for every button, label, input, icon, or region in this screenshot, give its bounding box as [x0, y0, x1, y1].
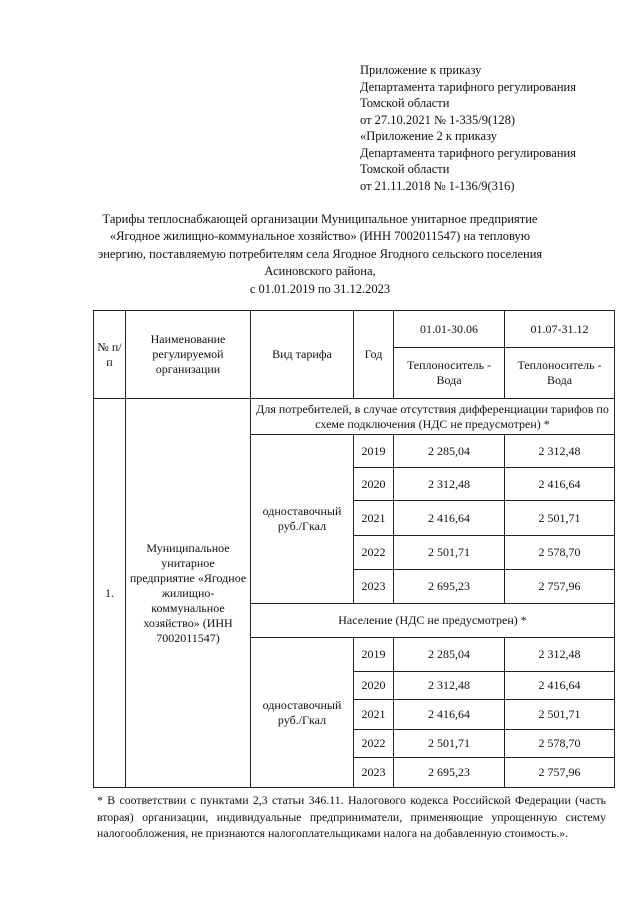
- value-cell-h2: 2 757,96: [505, 570, 615, 604]
- header-period-2: 01.07-31.12: [505, 311, 615, 348]
- title-line: энергию, поставляемую потребителям села Ягодное Ягодного сельского поселения: [97, 246, 543, 261]
- organization-name: Муниципальное унитарное предприятие «Ягодное жилищно-коммунальное хозяйство» (ИНН 7002011547): [126, 399, 251, 788]
- year-cell: 2020: [354, 672, 394, 700]
- header-line: от 27.10.2021 № 1-335/9(128): [360, 112, 516, 127]
- value-cell-h1: 2 501,71: [394, 730, 505, 758]
- value-cell-h1: 2 312,48: [394, 672, 505, 700]
- header-carrier-2: Теплоноситель - Вода: [505, 348, 615, 399]
- header-line: от 21.11.2018 № 1-136/9(316): [360, 178, 515, 193]
- tariff-type: одноставочный руб./Гкал: [251, 638, 354, 788]
- title-line: Тарифы теплоснабжающей организации Муниципальное унитарное предприятие: [102, 212, 538, 226]
- header-num: № п/п: [94, 311, 126, 399]
- year-cell: 2019: [354, 638, 394, 672]
- year-cell: 2021: [354, 700, 394, 730]
- section-title: Население (НДС не предусмотрен) *: [251, 604, 615, 638]
- year-cell: 2021: [354, 501, 394, 536]
- header-line: Томской области: [360, 162, 450, 176]
- value-cell-h2: 2 501,71: [505, 700, 615, 730]
- header-tariff-type: Вид тарифа: [251, 311, 354, 399]
- value-cell-h1: 2 312,48: [394, 468, 505, 501]
- value-cell-h2: 2 578,70: [505, 536, 615, 570]
- value-cell-h1: 2 285,04: [394, 638, 505, 672]
- value-cell-h2: 2 312,48: [505, 435, 615, 468]
- header-year: Год: [354, 311, 394, 399]
- value-cell-h1: 2 501,71: [394, 536, 505, 570]
- year-cell: 2023: [354, 758, 394, 788]
- value-cell-h2: 2 312,48: [505, 638, 615, 672]
- title-line: с 01.01.2019 по 31.12.2023: [249, 281, 391, 296]
- footnote: * В соответствии с пунктами 2,3 статьи 346.11. Налогового кодекса Российской Федерации (часть вторая) организации, индивидуальные предприниматели, применяющие упрощенную систему налогообложения, не признаются налогоплательщиками налога на добавленную стоимость.».: [97, 793, 606, 841]
- header-line: Департамента тарифного регулирования: [360, 145, 576, 160]
- header-line: Томской области: [360, 96, 450, 110]
- value-cell-h2: 2 501,71: [505, 501, 615, 536]
- header-line: «Приложение 2 к приказу: [360, 129, 498, 143]
- value-cell-h2: 2 757,96: [505, 758, 615, 788]
- value-cell-h1: 2 416,64: [394, 700, 505, 730]
- section-title: Для потребителей, в случае отсутствия дифференциации тарифов по схеме подключения (НДС не предусмотрен) *: [251, 399, 615, 435]
- value-cell-h1: 2 416,64: [394, 501, 505, 536]
- value-cell-h2: 2 416,64: [505, 672, 615, 700]
- header-carrier-1: Теплоноситель - Вода: [394, 348, 505, 399]
- section-title-row: [94, 399, 615, 435]
- value-cell-h1: 2 285,04: [394, 435, 505, 468]
- value-cell-h2: 2 416,64: [505, 468, 615, 501]
- header-line: Приложение к приказу: [360, 63, 482, 77]
- row-number: 1.: [94, 399, 126, 788]
- year-cell: 2020: [354, 468, 394, 501]
- tariff-type: одноставочный руб./Гкал: [251, 435, 354, 604]
- year-cell: 2022: [354, 536, 394, 570]
- document-title: [60, 211, 580, 298]
- year-cell: 2023: [354, 570, 394, 604]
- value-cell-h1: 2 695,23: [394, 570, 505, 604]
- value-cell-h1: 2 695,23: [394, 758, 505, 788]
- title-line: Асиновского района,: [264, 264, 376, 279]
- value-cell-h2: 2 578,70: [505, 730, 615, 758]
- year-cell: 2022: [354, 730, 394, 758]
- order-header: [360, 62, 576, 194]
- year-cell: 2019: [354, 435, 394, 468]
- title-line: «Ягодное жилищно-коммунальное хозяйство» (ИНН 7002011547) на тепловую: [109, 229, 531, 244]
- header-line: Департамента тарифного регулирования: [360, 79, 576, 94]
- header-period-1: 01.01-30.06: [394, 311, 505, 348]
- tariff-table: [93, 310, 615, 788]
- header-org: Наименование регулируемой организации: [126, 311, 251, 399]
- header-row: [94, 311, 615, 348]
